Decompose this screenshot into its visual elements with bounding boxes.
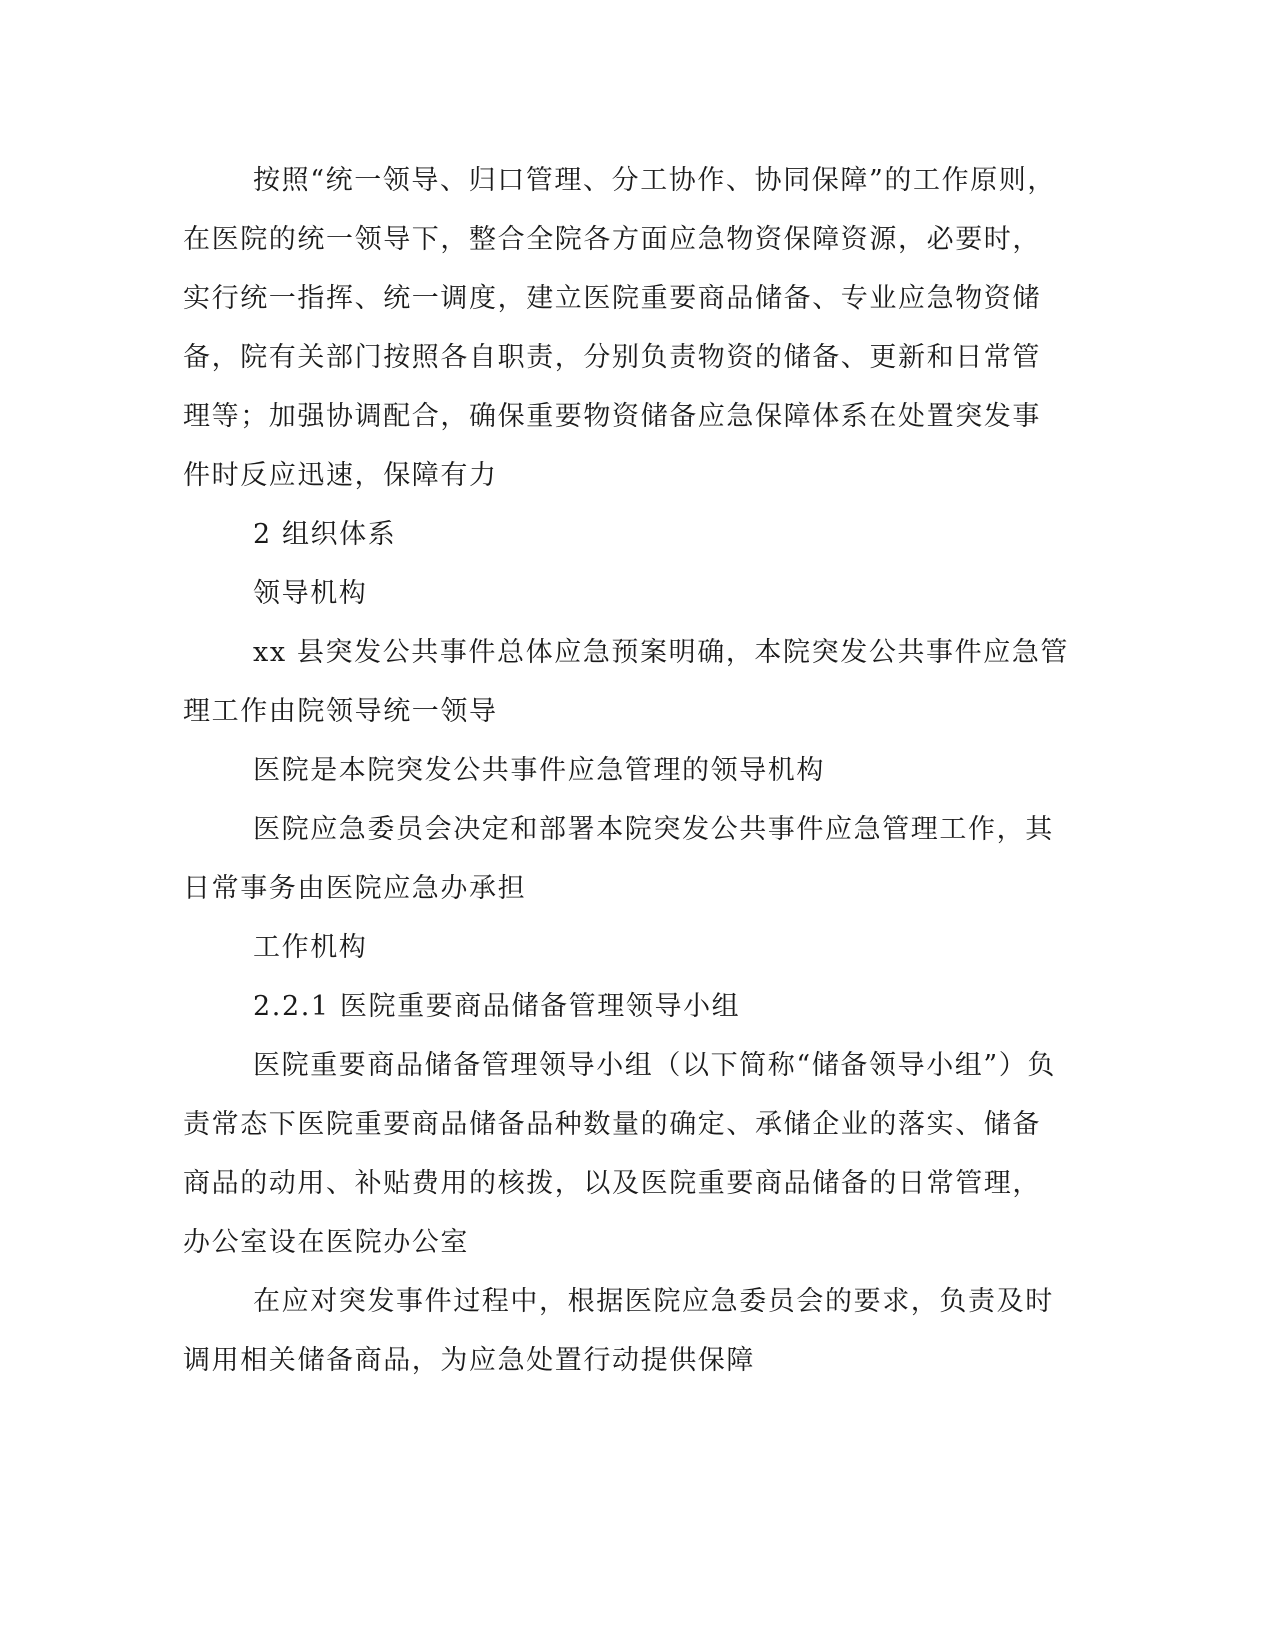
paragraph-5-line-4: 办公室设在医院办公室	[183, 1227, 469, 1258]
paragraph-6-line-1: 在应对突发事件过程中，根据医院应急委员会的要求，负责及时	[253, 1286, 1054, 1317]
paragraph-1-line-1: 按照“统一领导、归口管理、分工协作、协同保障”的工作原则，	[253, 165, 1057, 196]
paragraph-1-line-6: 件时反应迅速，保障有力	[183, 460, 498, 491]
paragraph-2-line-1: xx 县突发公共事件总体应急预案明确，本院突发公共事件应急管	[253, 637, 1070, 668]
section-heading-2: 2 组织体系	[253, 519, 397, 550]
paragraph-1-line-2: 在医院的统一领导下，整合全院各方面应急物资保障资源，必要时，	[183, 224, 1041, 255]
paragraph-1-line-3: 实行统一指挥、统一调度，建立医院重要商品储备、专业应急物资储	[183, 283, 1041, 314]
paragraph-5-line-3: 商品的动用、补贴费用的核拨，以及医院重要商品储备的日常管理，	[183, 1168, 1041, 1199]
paragraph-5-line-1: 医院重要商品储备管理领导小组（以下简称“储备领导小组”）负	[253, 1050, 1057, 1081]
paragraph-1-line-5: 理等；加强协调配合，确保重要物资储备应急保障体系在处置突发事	[183, 401, 1041, 432]
paragraph-3-line-1: 医院是本院突发公共事件应急管理的领导机构	[253, 755, 825, 786]
paragraph-6-line-2: 调用相关储备商品，为应急处置行动提供保障	[183, 1345, 755, 1376]
paragraph-4-line-1: 医院应急委员会决定和部署本院突发公共事件应急管理工作，其	[253, 814, 1054, 845]
subheading-working-body: 工作机构	[253, 932, 368, 963]
paragraph-1-line-4: 备，院有关部门按照各自职责，分别负责物资的储备、更新和日常管	[183, 342, 1041, 373]
subheading-2-2-1: 2.2.1 医院重要商品储备管理领导小组	[253, 991, 741, 1022]
paragraph-4-line-2: 日常事务由医院应急办承担	[183, 873, 527, 904]
subheading-leadership: 领导机构	[253, 578, 368, 609]
paragraph-5-line-2: 责常态下医院重要商品储备品种数量的确定、承储企业的落实、储备	[183, 1109, 1041, 1140]
paragraph-2-line-2: 理工作由院领导统一领导	[183, 696, 498, 727]
